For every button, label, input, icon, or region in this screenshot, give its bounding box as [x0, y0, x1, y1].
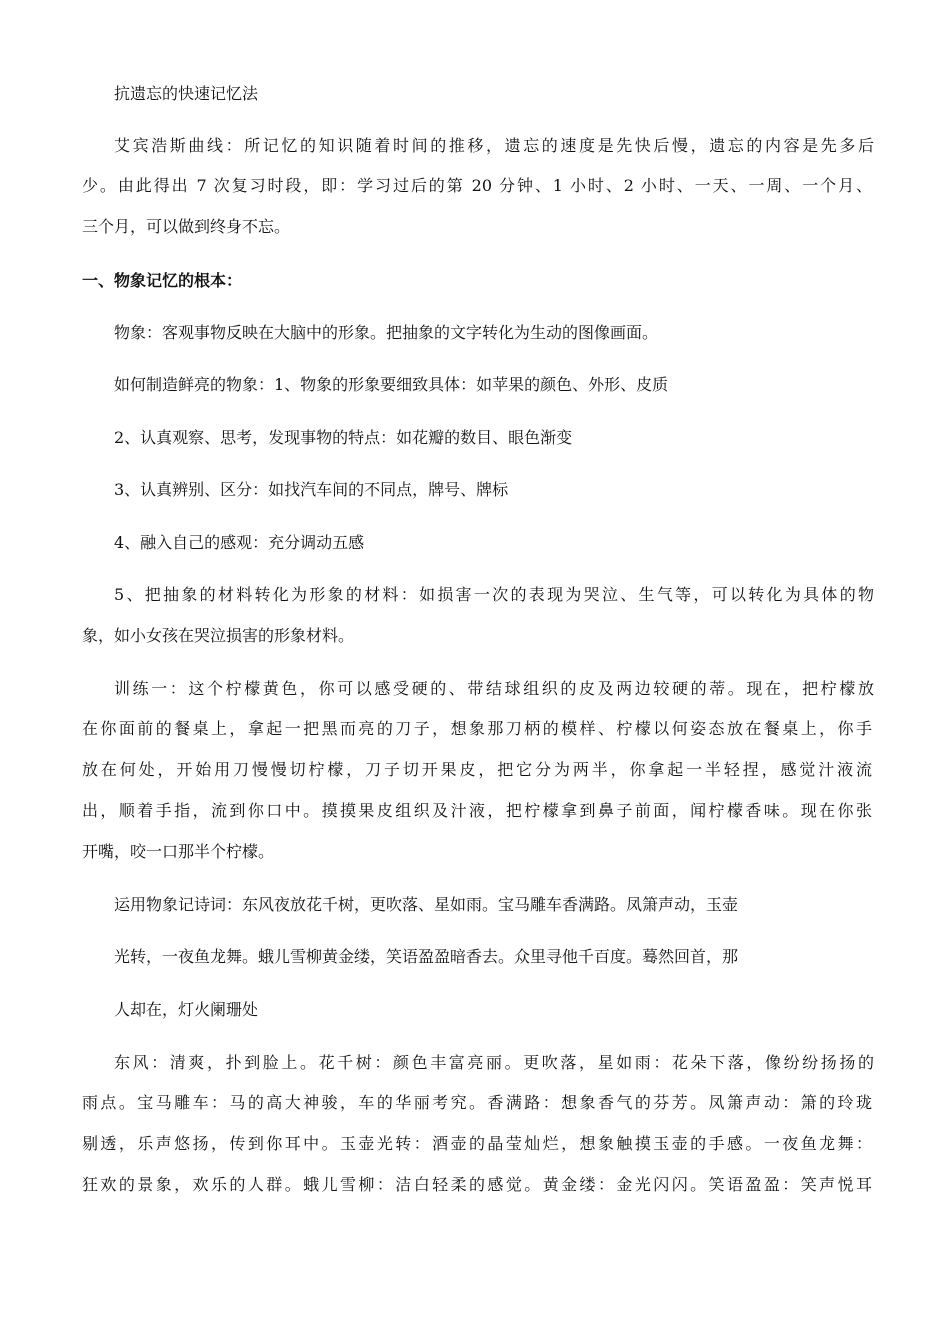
document-title: 抗遗忘的快速记忆法: [114, 84, 259, 103]
paragraph-line: 运用物象记诗词：东风夜放花千树，更吹落、星如雨。宝马雕车香满路。凤箫声动，玉壶: [114, 895, 739, 914]
paragraph-line: 象，如小女孩在哭泣损害的形象材料。: [82, 626, 355, 645]
paragraph-line: 狂欢的景象，欢乐的人群。蛾儿雪柳：洁白轻柔的感觉。黄金缕：金光闪闪。笑语盈盈：笑声悦耳: [82, 1175, 872, 1194]
paragraph-line: 3、认真辨别、区分：如找汽车间的不同点，牌号、牌标: [114, 480, 509, 499]
paragraph-line: 东风：清爽，扑到脸上。花千树：颜色丰富亮丽。更吹落，星如雨：花朵下落，像纷纷扬扬的: [114, 1053, 874, 1072]
paragraph-line: 放在何处，开始用刀慢慢切柠檬，刀子切开果皮，把它分为两半，你拿起一半轻捏，感觉汁液流: [82, 760, 872, 779]
paragraph-line: 训练一：这个柠檬黄色，你可以感受硬的、带结球组织的皮及两边较硬的蒂。现在，把柠檬放: [114, 679, 874, 698]
paragraph-line: 2、认真观察、思考，发现事物的特点：如花瓣的数目、眼色渐变: [114, 428, 573, 447]
paragraph-line: 少。由此得出 7 次复习时段，即：学习过后的第 20 分钟、1 小时、2 小时、一天、一周、一个月、: [82, 176, 872, 195]
paragraph-line: 剔透，乐声悠扬，传到你耳中。玉壶光转：酒壶的晶莹灿烂，想象触摸玉壶的手感。一夜鱼龙舞：: [82, 1134, 872, 1153]
paragraph-line: 物象：客观事物反映在大脑中的形象。把抽象的文字转化为生动的图像画面。: [114, 323, 659, 342]
paragraph-line: 雨点。宝马雕车：马的高大神骏，车的华丽考究。香满路：想象香气的芬芳。凤箫声动：箫的玲珑: [82, 1093, 872, 1112]
section-heading: 一、物象记忆的根本：: [82, 271, 243, 290]
paragraph-line: 5、把抽象的材料转化为形象的材料：如损害一次的表现为哭泣、生气等，可以转化为具体的物: [114, 585, 874, 604]
paragraph-line: 艾宾浩斯曲线：所记忆的知识随着时间的推移，遗忘的速度是先快后慢，遗忘的内容是先多后: [114, 136, 874, 155]
paragraph-line: 4、融入自己的感观：充分调动五感: [114, 533, 365, 552]
paragraph-line: 人却在，灯火阑珊处: [114, 1000, 259, 1019]
paragraph-line: 三个月，可以做到终身不忘。: [82, 217, 291, 236]
paragraph-line: 如何制造鲜亮的物象：1、物象的形象要细致具体：如苹果的颜色、外形、皮质: [114, 375, 669, 394]
paragraph-line: 光转，一夜鱼龙舞。蛾儿雪柳黄金缕，笑语盈盈暗香去。众里寻他千百度。蓦然回首，那: [114, 947, 739, 966]
paragraph-line: 开嘴，咬一口那半个柠檬。: [82, 842, 275, 861]
paragraph-line: 出，顺着手指，流到你口中。摸摸果皮组织及汁液，把柠檬拿到鼻子前面，闻柠檬香味。现在你张: [82, 801, 872, 820]
paragraph-line: 在你面前的餐桌上，拿起一把黑而亮的刀子，想象那刀柄的模样、柠檬以何姿态放在餐桌上，你手: [82, 719, 872, 738]
